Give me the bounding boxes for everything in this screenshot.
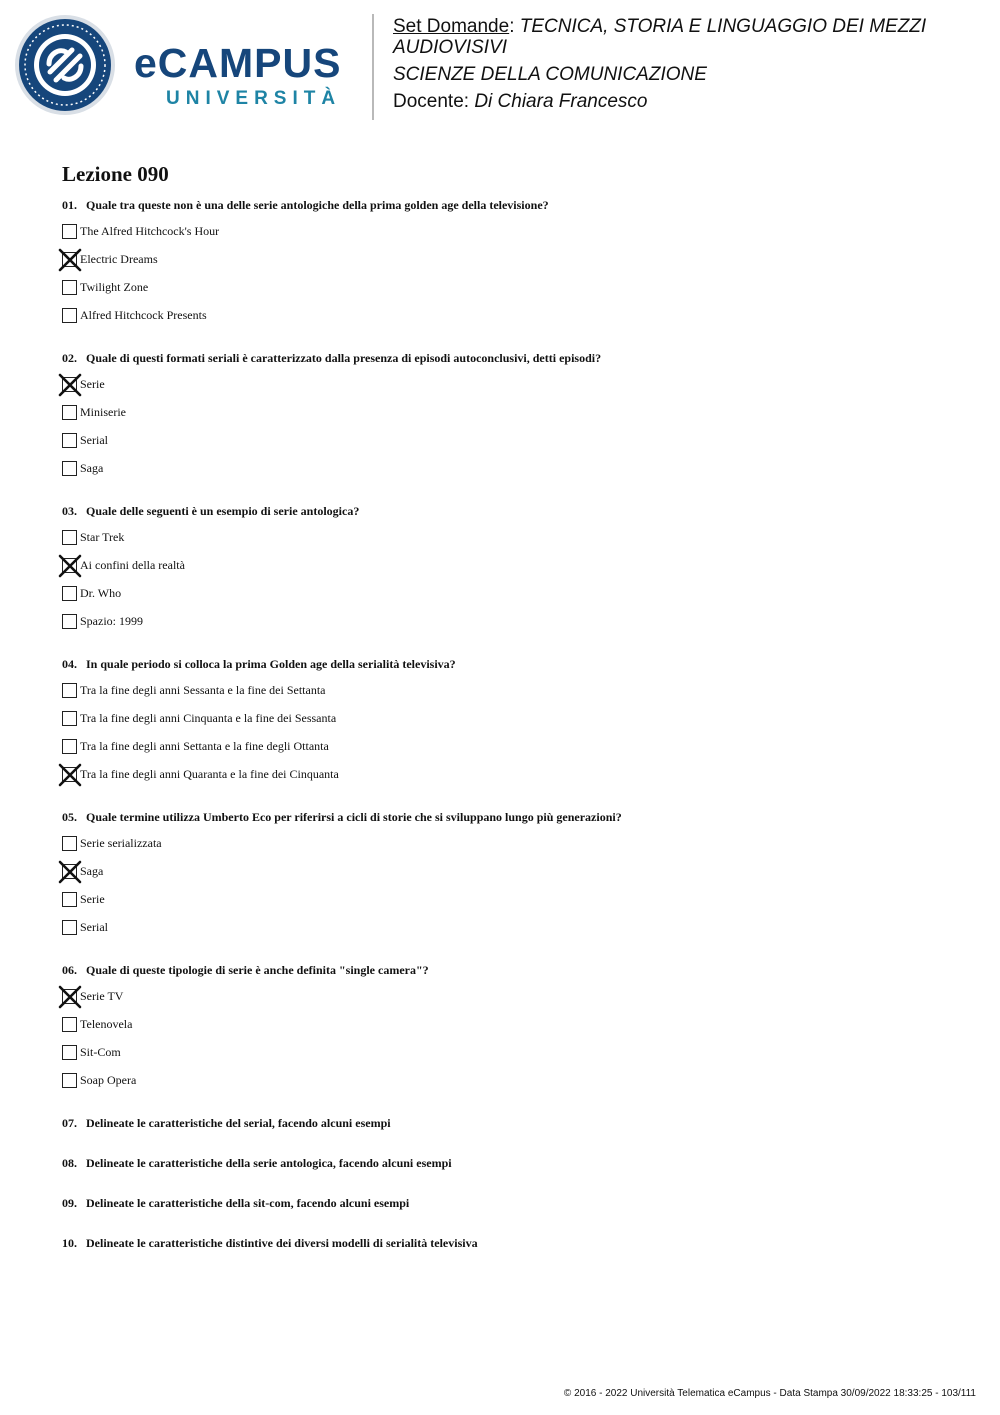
question-block [62,655,962,794]
checkbox[interactable] [62,405,77,420]
answer-option[interactable] [62,682,962,710]
answer-option[interactable] [62,891,962,919]
question-block [62,808,962,947]
question-text [62,502,962,520]
x-mark-icon [58,763,82,787]
option-label: Star Trek [80,530,125,544]
checkbox-checked[interactable] [62,252,77,267]
option-label: Serie serializzata [80,836,162,850]
teacher-label: Docente: [393,91,470,112]
question-label: Quale di queste tipologie di serie è anche definita "single camera"? [86,963,429,977]
question-number: 03. [62,504,77,518]
x-mark-icon [58,373,82,397]
question-label: Delineate le caratteristiche della sit-com, facendo alcuni esempi [86,1196,410,1210]
page-header [0,0,1000,130]
answer-option[interactable] [62,279,962,307]
answer-option[interactable] [62,404,962,432]
answer-option[interactable] [62,585,962,613]
question-number: 02. [62,351,77,365]
checkbox[interactable] [62,308,77,323]
answer-option[interactable] [62,988,962,1016]
x-mark-icon [58,860,82,884]
checkbox[interactable] [62,711,77,726]
answer-option[interactable] [62,223,962,251]
option-label: Serie [80,892,105,906]
x-mark-icon [58,248,82,272]
teacher-name: Di Chiara Francesco [474,91,648,112]
course-title-line [393,16,983,58]
checkbox[interactable] [62,683,77,698]
question-number: 05. [62,810,77,824]
answer-option[interactable] [62,1072,962,1100]
question-number: 06. [62,963,77,977]
checkbox[interactable] [62,433,77,448]
option-label: Saga [80,864,104,878]
option-label: Ai confini della realtà [80,558,185,572]
course-title: TECNICA, STORIA E LINGUAGGIO DEI MEZZI AUDIOVISIVI [393,16,927,58]
option-label: Tra la fine degli anni Cinquanta e la fine dei Sessanta [80,711,337,725]
checkbox[interactable] [62,892,77,907]
answer-option[interactable] [62,376,962,404]
ecampus-seal-logo-icon [14,14,116,116]
question-number: 08. [62,1156,77,1170]
question-label: In quale periodo si colloca la prima Golden age della serialità televisiva? [86,657,456,671]
question-number: 10. [62,1236,77,1250]
brand-wordmark: eCAMPUS [134,40,342,86]
teacher-line [393,91,983,112]
checkbox[interactable] [62,739,77,754]
answer-option[interactable] [62,251,962,279]
open-question [62,1194,962,1234]
answer-option[interactable] [62,919,962,947]
option-label: Serie TV [80,989,124,1003]
set-separator: : [509,16,515,37]
option-label: Tra la fine degli anni Quaranta e la fine dei Cinquanta [80,767,339,781]
header-divider [372,14,374,120]
checkbox[interactable] [62,1045,77,1060]
option-label: Tra la fine degli anni Settanta e la fine degli Ottanta [80,739,329,753]
answer-option[interactable] [62,1016,962,1044]
answer-option[interactable] [62,835,962,863]
question-block [62,196,962,335]
option-label: Spazio: 1999 [80,614,143,628]
option-label: Serie [80,377,105,391]
question-text [62,808,962,826]
option-label: Alfred Hitchcock Presents [80,308,207,322]
checkbox-checked[interactable] [62,377,77,392]
set-label: Set Domande [393,16,510,37]
checkbox[interactable] [62,280,77,295]
checkbox[interactable] [62,586,77,601]
question-label: Delineate le caratteristiche della serie antologica, facendo alcuni esempi [86,1156,452,1170]
option-label: Sit-Com [80,1045,121,1059]
checkbox[interactable] [62,614,77,629]
option-label: Electric Dreams [80,252,158,266]
question-text [62,655,962,673]
open-question [62,1234,962,1274]
open-question [62,1154,962,1194]
answer-option[interactable] [62,613,962,641]
question-number: 07. [62,1116,77,1130]
question-number: 09. [62,1196,77,1210]
question-label: Delineate le caratteristiche del serial, facendo alcuni esempi [86,1116,391,1130]
question-list [62,196,962,1274]
question-number: 04. [62,657,77,671]
question-text [62,349,962,367]
answer-option[interactable] [62,557,962,585]
answer-option[interactable] [62,460,962,488]
option-label: Dr. Who [80,586,122,600]
option-label: The Alfred Hitchcock's Hour [80,224,220,238]
open-question [62,1114,962,1154]
option-label: Serial [80,433,108,447]
answer-option[interactable] [62,307,962,335]
question-label: Quale di questi formati seriali è caratterizzato dalla presenza di episodi autoconclusivi, detti episodi? [86,351,602,365]
page-footer: © 2016 - 2022 Università Telematica eCampus - Data Stampa 30/09/2022 18:33:25 - 103/111 [563,1388,976,1399]
question-block [62,349,962,488]
option-label: Tra la fine degli anni Sessanta e la fine dei Settanta [80,683,326,697]
question-label: Quale termine utilizza Umberto Eco per riferirsi a cicli di storie che si sviluppano lungo più generazioni? [86,810,622,824]
question-block [62,961,962,1100]
checkbox[interactable] [62,920,77,935]
option-label: Serial [80,920,108,934]
checkbox[interactable] [62,1073,77,1088]
program-name: SCIENZE DELLA COMUNICAZIONE [393,64,707,85]
checkbox[interactable] [62,836,77,851]
answer-option[interactable] [62,432,962,460]
option-label: Saga [80,461,104,475]
question-block [62,502,962,641]
checkbox[interactable] [62,530,77,545]
question-text [62,961,962,979]
answer-option[interactable] [62,766,962,794]
question-label: Delineate le caratteristiche distintive dei diversi modelli di serialità televisiva [86,1236,478,1250]
checkbox-checked[interactable] [62,558,77,573]
checkbox[interactable] [62,461,77,476]
checkbox[interactable] [62,224,77,239]
answer-option[interactable] [62,863,962,891]
answer-option[interactable] [62,1044,962,1072]
answer-option[interactable] [62,738,962,766]
x-mark-icon [58,554,82,578]
lesson-title: Lezione 090 [62,162,169,186]
brand-subtitle: UNIVERSITÀ [166,88,342,109]
option-label: Miniserie [80,405,126,419]
checkbox-checked[interactable] [62,767,77,782]
question-number: 01. [62,198,77,212]
question-label: Quale tra queste non è una delle serie antologiche della prima golden age della televisione? [86,198,549,212]
checkbox-checked[interactable] [62,989,77,1004]
question-text [62,196,962,214]
answer-option[interactable] [62,529,962,557]
checkbox[interactable] [62,1017,77,1032]
answer-option[interactable] [62,710,962,738]
option-label: Soap Opera [80,1073,137,1087]
option-label: Twilight Zone [80,280,149,294]
x-mark-icon [58,985,82,1009]
course-info [393,16,983,118]
checkbox-checked[interactable] [62,864,77,879]
option-label: Telenovela [80,1017,133,1031]
question-label: Quale delle seguenti è un esempio di serie antologica? [86,504,360,518]
